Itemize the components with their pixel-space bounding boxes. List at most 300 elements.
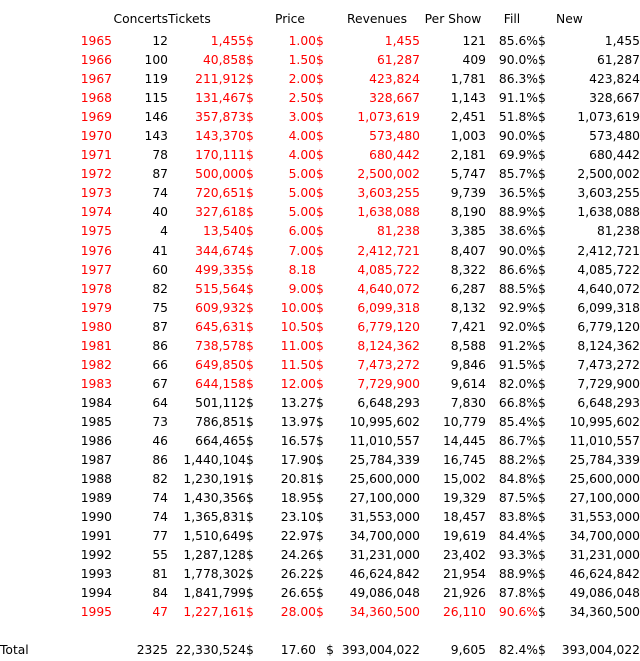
cell-revenues[interactable]: 6,648,293	[357, 395, 420, 410]
cell-revenues-currency[interactable]: $	[316, 586, 324, 601]
cell-per-show[interactable]: 10,779	[442, 414, 486, 429]
cell-concerts[interactable]: 87	[152, 319, 168, 334]
cell-price[interactable]: 16.57	[280, 433, 316, 448]
cell-per-show[interactable]: 8,407	[450, 243, 486, 258]
cell-fill[interactable]: 86.6%	[498, 262, 538, 277]
cell-per-show[interactable]: 3,385	[450, 224, 486, 239]
cell-tickets[interactable]: 327,618	[195, 205, 246, 220]
cell-tickets[interactable]: 211,912	[195, 72, 246, 87]
table-row[interactable]	[0, 280, 640, 299]
cell-revenues-currency[interactable]: $	[316, 281, 324, 296]
cell-new[interactable]: 81,238	[596, 224, 640, 239]
cell-tickets[interactable]: 1,227,161	[183, 605, 246, 620]
cell-price-currency[interactable]: $	[246, 586, 254, 601]
cell-new[interactable]: 27,100,000	[569, 491, 640, 506]
cell-per-show[interactable]: 9,739	[450, 186, 486, 201]
cell-revenues[interactable]: 1,638,088	[357, 205, 420, 220]
cell-revenues[interactable]: 8,124,362	[357, 338, 420, 353]
cell-price-currency[interactable]: $	[246, 567, 254, 582]
table-row[interactable]	[0, 489, 640, 508]
cell-new[interactable]: 4,085,722	[577, 262, 640, 277]
cell-price[interactable]: 9.00	[288, 281, 316, 296]
cell-revenues[interactable]: 7,473,272	[357, 357, 420, 372]
cell-fill[interactable]: 86.7%	[498, 433, 538, 448]
cell-revenues-currency[interactable]: $	[316, 110, 324, 125]
cell-new-currency[interactable]: $	[538, 357, 546, 372]
cell-concerts[interactable]: 74	[152, 491, 168, 506]
cell-price-currency[interactable]: $	[246, 129, 254, 144]
cell-fill[interactable]: 91.2%	[498, 338, 538, 353]
cell-concerts[interactable]: 82	[152, 281, 168, 296]
cell-per-show[interactable]: 16,745	[442, 453, 486, 468]
cell-price-currency[interactable]: $	[246, 548, 254, 563]
cell-fill[interactable]: 90.6%	[498, 605, 538, 620]
cell-revenues-currency[interactable]: $	[316, 53, 324, 68]
cell-revenues[interactable]: 423,824	[369, 72, 420, 87]
cell-concerts[interactable]: 78	[152, 148, 168, 163]
cell-new[interactable]: 6,648,293	[577, 395, 640, 410]
total-row[interactable]	[0, 641, 640, 660]
cell-fill[interactable]: 69.9%	[498, 148, 538, 163]
table-row[interactable]	[0, 565, 640, 584]
cell-revenues[interactable]: 3,603,255	[357, 186, 420, 201]
cell-concerts[interactable]: 4	[160, 224, 168, 239]
cell-per-show[interactable]: 26,110	[442, 605, 486, 620]
cell-revenues-currency[interactable]: $	[316, 167, 324, 182]
cell-new-currency[interactable]: $	[538, 34, 546, 48]
cell-tickets[interactable]: 1,430,356	[183, 491, 246, 506]
cell-revenues-currency[interactable]: $	[316, 319, 324, 334]
total-price[interactable]: 17.60	[280, 643, 316, 658]
cell-revenues[interactable]: 7,729,900	[357, 376, 420, 391]
cell-concerts[interactable]: 55	[152, 548, 168, 563]
cell-price[interactable]: 17.90	[280, 453, 316, 468]
table-row[interactable]	[0, 261, 640, 280]
cell-year[interactable]: 1990	[80, 510, 112, 525]
cell-year[interactable]: 1989	[80, 491, 112, 506]
cell-new-currency[interactable]: $	[538, 338, 546, 353]
cell-concerts[interactable]: 74	[152, 510, 168, 525]
cell-new[interactable]: 46,624,842	[569, 567, 640, 582]
cell-revenues[interactable]: 10,995,602	[349, 414, 420, 429]
cell-price-currency[interactable]: $	[246, 491, 254, 506]
cell-new-currency[interactable]: $	[538, 186, 546, 201]
table-row[interactable]	[0, 470, 640, 489]
cell-new-currency[interactable]: $	[538, 491, 546, 506]
total-per-show[interactable]: 9,605	[450, 643, 486, 658]
cell-new[interactable]: 8,124,362	[577, 338, 640, 353]
cell-fill[interactable]: 88.5%	[498, 281, 538, 296]
cell-year[interactable]: 1977	[80, 262, 112, 277]
cell-year[interactable]: 1976	[80, 243, 112, 258]
cell-price-currency[interactable]: $	[246, 110, 254, 125]
cell-per-show[interactable]: 8,322	[450, 262, 486, 277]
cell-fill[interactable]: 90.0%	[498, 53, 538, 68]
cell-price-currency[interactable]: $	[246, 91, 254, 106]
cell-revenues-currency[interactable]: $	[316, 186, 324, 201]
cell-revenues[interactable]: 11,010,557	[349, 433, 420, 448]
cell-concerts[interactable]: 47	[152, 605, 168, 620]
table-row[interactable]	[0, 165, 640, 184]
cell-price-currency[interactable]: $	[246, 357, 254, 372]
cell-concerts[interactable]: 67	[152, 376, 168, 391]
cell-new-currency[interactable]: $	[538, 395, 546, 410]
cell-year[interactable]: 1966	[80, 53, 112, 68]
cell-revenues-currency[interactable]: $	[316, 129, 324, 144]
cell-new[interactable]: 31,553,000	[569, 510, 640, 525]
cell-price[interactable]: 5.00	[288, 186, 316, 201]
cell-new[interactable]: 31,231,000	[569, 548, 640, 563]
cell-revenues-currency[interactable]: $	[316, 453, 324, 468]
total-new-currency[interactable]: $	[538, 643, 546, 658]
cell-tickets[interactable]: 786,851	[195, 414, 246, 429]
cell-year[interactable]: 1987	[80, 453, 112, 468]
cell-revenues[interactable]: 6,779,120	[357, 319, 420, 334]
cell-year[interactable]: 1974	[80, 205, 112, 220]
cell-year[interactable]: 1984	[80, 395, 112, 410]
cell-concerts[interactable]: 41	[152, 243, 168, 258]
total-new[interactable]: 393,004,022	[561, 643, 640, 658]
cell-fill[interactable]: 85.4%	[498, 414, 538, 429]
cell-revenues-currency[interactable]: $	[316, 34, 324, 48]
cell-year[interactable]: 1978	[80, 281, 112, 296]
cell-tickets[interactable]: 1,365,831	[183, 510, 246, 525]
table-row[interactable]	[0, 108, 640, 127]
cell-price[interactable]: 1.50	[288, 53, 316, 68]
cell-tickets[interactable]: 1,778,302	[183, 567, 246, 582]
cell-fill[interactable]: 92.0%	[498, 319, 538, 334]
cell-price[interactable]: 12.00	[280, 376, 316, 391]
total-revenues-currency[interactable]: $	[326, 643, 334, 658]
cell-per-show[interactable]: 14,445	[442, 433, 486, 448]
cell-new-currency[interactable]: $	[538, 529, 546, 544]
cell-revenues-currency[interactable]: $	[316, 491, 324, 506]
cell-year[interactable]: 1970	[80, 129, 112, 144]
cell-revenues-currency[interactable]: $	[316, 205, 324, 220]
cell-fill[interactable]: 36.5%	[498, 186, 538, 201]
cell-new-currency[interactable]: $	[538, 167, 546, 182]
cell-revenues-currency[interactable]: $	[316, 91, 324, 106]
cell-revenues-currency[interactable]: $	[316, 414, 324, 429]
table-row[interactable]	[0, 356, 640, 375]
cell-revenues[interactable]: 61,287	[376, 53, 420, 68]
cell-concerts[interactable]: 12	[152, 34, 168, 48]
cell-revenues[interactable]: 25,784,339	[349, 453, 420, 468]
cell-fill[interactable]: 88.9%	[498, 205, 538, 220]
cell-new-currency[interactable]: $	[538, 110, 546, 125]
cell-new-currency[interactable]: $	[538, 586, 546, 601]
cell-concerts[interactable]: 115	[144, 91, 168, 106]
cell-revenues[interactable]: 31,553,000	[349, 510, 420, 525]
cell-tickets[interactable]: 1,230,191	[183, 472, 246, 487]
cell-price[interactable]: 10.00	[280, 300, 316, 315]
cell-concerts[interactable]: 119	[144, 72, 168, 87]
cell-revenues[interactable]: 34,700,000	[349, 529, 420, 544]
cell-fill[interactable]: 91.1%	[498, 91, 538, 106]
cell-new-currency[interactable]: $	[538, 243, 546, 258]
cell-fill[interactable]: 90.0%	[498, 129, 538, 144]
cell-fill[interactable]: 91.5%	[498, 357, 538, 372]
cell-price-currency[interactable]: $	[246, 205, 254, 220]
cell-new-currency[interactable]: $	[538, 129, 546, 144]
table-row[interactable]	[0, 546, 640, 565]
cell-concerts[interactable]: 146	[144, 110, 168, 125]
cell-tickets[interactable]: 357,873	[195, 110, 246, 125]
cell-revenues[interactable]: 81,238	[376, 224, 420, 239]
cell-new[interactable]: 7,473,272	[577, 357, 640, 372]
cell-new[interactable]: 7,729,900	[577, 376, 640, 391]
cell-per-show[interactable]: 15,002	[442, 472, 486, 487]
cell-tickets[interactable]: 1,510,649	[183, 529, 246, 544]
cell-revenues[interactable]: 680,442	[369, 148, 420, 163]
cell-price[interactable]: 18.95	[280, 491, 316, 506]
cell-fill[interactable]: 85.6%	[498, 34, 538, 48]
cell-fill[interactable]: 84.4%	[498, 529, 538, 544]
cell-revenues-currency[interactable]: $	[316, 567, 324, 582]
cell-year[interactable]: 1980	[80, 319, 112, 334]
cell-concerts[interactable]: 46	[152, 433, 168, 448]
table-row[interactable]	[0, 527, 640, 546]
cell-revenues[interactable]: 1,073,619	[357, 110, 420, 125]
cell-revenues[interactable]: 328,667	[369, 91, 420, 106]
cell-price[interactable]: 4.00	[288, 129, 316, 144]
cell-price[interactable]: 22.97	[280, 529, 316, 544]
cell-year[interactable]: 1973	[80, 186, 112, 201]
cell-fill[interactable]: 93.3%	[498, 548, 538, 563]
cell-per-show[interactable]: 18,457	[442, 510, 486, 525]
cell-per-show[interactable]: 5,747	[450, 167, 486, 182]
cell-new[interactable]: 1,638,088	[577, 205, 640, 220]
cell-fill[interactable]: 38.6%	[498, 224, 538, 239]
cell-revenues[interactable]: 4,640,072	[357, 281, 420, 296]
cell-tickets[interactable]: 344,674	[195, 243, 246, 258]
cell-revenues-currency[interactable]: $	[316, 376, 324, 391]
cell-tickets[interactable]: 13,540	[202, 224, 246, 239]
cell-new-currency[interactable]: $	[538, 53, 546, 68]
cell-concerts[interactable]: 74	[152, 186, 168, 201]
cell-price-currency[interactable]: $	[246, 281, 254, 296]
cell-new-currency[interactable]: $	[538, 148, 546, 163]
cell-per-show[interactable]: 8,588	[450, 338, 486, 353]
cell-new[interactable]: 6,779,120	[577, 319, 640, 334]
cell-price-currency[interactable]: $	[246, 224, 254, 239]
table-row[interactable]	[0, 127, 640, 146]
cell-new-currency[interactable]: $	[538, 567, 546, 582]
cell-new[interactable]: 49,086,048	[569, 586, 640, 601]
cell-concerts[interactable]: 64	[152, 395, 168, 410]
cell-price[interactable]: 1.00	[288, 34, 316, 48]
cell-revenues[interactable]: 6,099,318	[357, 300, 420, 315]
cell-concerts[interactable]: 77	[152, 529, 168, 544]
cell-tickets[interactable]: 738,578	[195, 338, 246, 353]
cell-concerts[interactable]: 66	[152, 357, 168, 372]
cell-fill[interactable]: 90.0%	[498, 243, 538, 258]
total-tickets[interactable]: 22,330,524	[175, 643, 246, 658]
cell-price[interactable]: 28.00	[280, 605, 316, 620]
cell-fill[interactable]: 87.8%	[498, 586, 538, 601]
cell-per-show[interactable]: 9,846	[450, 357, 486, 372]
table-row[interactable]	[0, 89, 640, 108]
cell-concerts[interactable]: 84	[152, 586, 168, 601]
cell-per-show[interactable]: 409	[462, 53, 486, 68]
cell-revenues-currency[interactable]: $	[316, 72, 324, 87]
cell-revenues[interactable]: 49,086,048	[349, 586, 420, 601]
table-row[interactable]	[0, 413, 640, 432]
cell-per-show[interactable]: 21,926	[442, 586, 486, 601]
cell-tickets[interactable]: 131,467	[195, 91, 246, 106]
cell-concerts[interactable]: 75	[152, 300, 168, 315]
cell-fill[interactable]: 66.8%	[498, 395, 538, 410]
cell-new-currency[interactable]: $	[538, 453, 546, 468]
cell-per-show[interactable]: 1,143	[450, 91, 486, 106]
cell-new-currency[interactable]: $	[538, 433, 546, 448]
cell-price[interactable]: 26.22	[280, 567, 316, 582]
cell-per-show[interactable]: 23,402	[442, 548, 486, 563]
cell-new[interactable]: 11,010,557	[569, 433, 640, 448]
total-label[interactable]: Total	[0, 643, 29, 658]
table-row[interactable]	[0, 203, 640, 222]
total-revenues[interactable]: 393,004,022	[341, 643, 420, 658]
cell-year[interactable]: 1975	[80, 224, 112, 239]
cell-concerts[interactable]: 40	[152, 205, 168, 220]
cell-new-currency[interactable]: $	[538, 300, 546, 315]
cell-fill[interactable]: 88.9%	[498, 567, 538, 582]
cell-year[interactable]: 1971	[80, 148, 112, 163]
cell-fill[interactable]: 86.3%	[498, 72, 538, 87]
table-row[interactable]	[0, 242, 640, 261]
cell-year[interactable]: 1981	[80, 338, 112, 353]
cell-per-show[interactable]: 1,781	[450, 72, 486, 87]
cell-new-currency[interactable]: $	[538, 262, 546, 277]
cell-price-currency[interactable]: $	[246, 319, 254, 334]
cell-fill[interactable]: 87.5%	[498, 491, 538, 506]
cell-new-currency[interactable]: $	[538, 548, 546, 563]
cell-price[interactable]: 23.10	[280, 510, 316, 525]
cell-year[interactable]: 1985	[80, 414, 112, 429]
cell-price-currency[interactable]: $	[246, 529, 254, 544]
cell-tickets[interactable]: 645,631	[195, 319, 246, 334]
cell-new-currency[interactable]: $	[538, 319, 546, 334]
table-row[interactable]	[0, 584, 640, 603]
cell-per-show[interactable]: 7,830	[450, 395, 486, 410]
cell-new[interactable]: 6,099,318	[577, 300, 640, 315]
table-row[interactable]	[0, 51, 640, 70]
cell-revenues[interactable]: 31,231,000	[349, 548, 420, 563]
cell-revenues[interactable]: 46,624,842	[349, 567, 420, 582]
cell-fill[interactable]: 83.8%	[498, 510, 538, 525]
table-row[interactable]	[0, 432, 640, 451]
cell-new[interactable]: 423,824	[589, 72, 640, 87]
cell-revenues-currency[interactable]: $	[316, 548, 324, 563]
cell-concerts[interactable]: 143	[144, 129, 168, 144]
cell-price-currency[interactable]: $	[246, 148, 254, 163]
cell-year[interactable]: 1965	[80, 34, 112, 48]
cell-new[interactable]: 34,700,000	[569, 529, 640, 544]
cell-per-show[interactable]: 8,132	[450, 300, 486, 315]
cell-concerts[interactable]: 82	[152, 472, 168, 487]
cell-revenues-currency[interactable]: $	[316, 243, 324, 258]
cell-per-show[interactable]: 19,329	[442, 491, 486, 506]
cell-tickets[interactable]: 1,287,128	[183, 548, 246, 563]
cell-new-currency[interactable]: $	[538, 605, 546, 620]
cell-revenues[interactable]: 2,412,721	[357, 243, 420, 258]
cell-new-currency[interactable]: $	[538, 510, 546, 525]
table-row[interactable]	[0, 394, 640, 413]
cell-price[interactable]: 24.26	[280, 548, 316, 563]
cell-year[interactable]: 1979	[80, 300, 112, 315]
cell-price[interactable]: 3.00	[288, 110, 316, 125]
cell-fill[interactable]: 88.2%	[498, 453, 538, 468]
cell-price[interactable]: 5.00	[288, 167, 316, 182]
cell-per-show[interactable]: 7,421	[450, 319, 486, 334]
cell-price-currency[interactable]: $	[246, 262, 254, 277]
cell-fill[interactable]: 51.8%	[498, 110, 538, 125]
cell-per-show[interactable]: 8,190	[450, 205, 486, 220]
cell-new[interactable]: 2,500,002	[577, 167, 640, 182]
cell-concerts[interactable]: 87	[152, 167, 168, 182]
cell-price-currency[interactable]: $	[246, 472, 254, 487]
cell-price-currency[interactable]: $	[246, 453, 254, 468]
cell-revenues[interactable]: 4,085,722	[357, 262, 420, 277]
table-row[interactable]	[0, 70, 640, 89]
cell-fill[interactable]: 82.0%	[498, 376, 538, 391]
cell-price[interactable]: 13.97	[280, 414, 316, 429]
cell-tickets[interactable]: 170,111	[195, 148, 246, 163]
cell-price[interactable]: 8.18	[288, 262, 316, 277]
cell-new[interactable]: 61,287	[596, 53, 640, 68]
cell-tickets[interactable]: 1,841,799	[183, 586, 246, 601]
cell-new[interactable]: 34,360,500	[569, 605, 640, 620]
table-row[interactable]	[0, 146, 640, 165]
cell-year[interactable]: 1988	[80, 472, 112, 487]
cell-price-currency[interactable]: $	[246, 243, 254, 258]
cell-concerts[interactable]: 73	[152, 414, 168, 429]
cell-revenues-currency[interactable]: $	[316, 395, 324, 410]
cell-per-show[interactable]: 6,287	[450, 281, 486, 296]
cell-new[interactable]: 10,995,602	[569, 414, 640, 429]
cell-per-show[interactable]: 9,614	[450, 376, 486, 391]
cell-revenues-currency[interactable]	[316, 261, 334, 280]
cell-per-show[interactable]: 121	[462, 34, 486, 48]
cell-revenues-currency[interactable]: $	[316, 605, 324, 620]
cell-price-currency[interactable]: $	[246, 433, 254, 448]
cell-tickets[interactable]: 609,932	[195, 300, 246, 315]
cell-new[interactable]: 680,442	[589, 148, 640, 163]
cell-fill[interactable]: 85.7%	[498, 167, 538, 182]
total-concerts[interactable]: 2325	[136, 643, 168, 658]
total-fill[interactable]: 82.4%	[498, 643, 538, 658]
cell-revenues-currency[interactable]: $	[316, 510, 324, 525]
cell-price[interactable]: 7.00	[288, 243, 316, 258]
cell-price-currency[interactable]: $	[246, 34, 254, 48]
cell-year[interactable]: 1991	[80, 529, 112, 544]
cell-tickets[interactable]: 720,651	[195, 186, 246, 201]
cell-tickets[interactable]: 501,112	[195, 395, 246, 410]
cell-price-currency[interactable]: $	[246, 53, 254, 68]
table-row[interactable]	[0, 508, 640, 527]
cell-tickets[interactable]: 40,858	[202, 53, 246, 68]
cell-tickets[interactable]: 1,440,104	[183, 453, 246, 468]
cell-price[interactable]: 2.00	[288, 72, 316, 87]
cell-new[interactable]: 3,603,255	[577, 186, 640, 201]
cell-fill[interactable]: 84.8%	[498, 472, 538, 487]
cell-new[interactable]: 1,073,619	[577, 110, 640, 125]
cell-price[interactable]: 20.81	[280, 472, 316, 487]
cell-new-currency[interactable]: $	[538, 205, 546, 220]
cell-price-currency[interactable]: $	[246, 186, 254, 201]
cell-fill[interactable]: 92.9%	[498, 300, 538, 315]
cell-price-currency[interactable]: $	[246, 300, 254, 315]
